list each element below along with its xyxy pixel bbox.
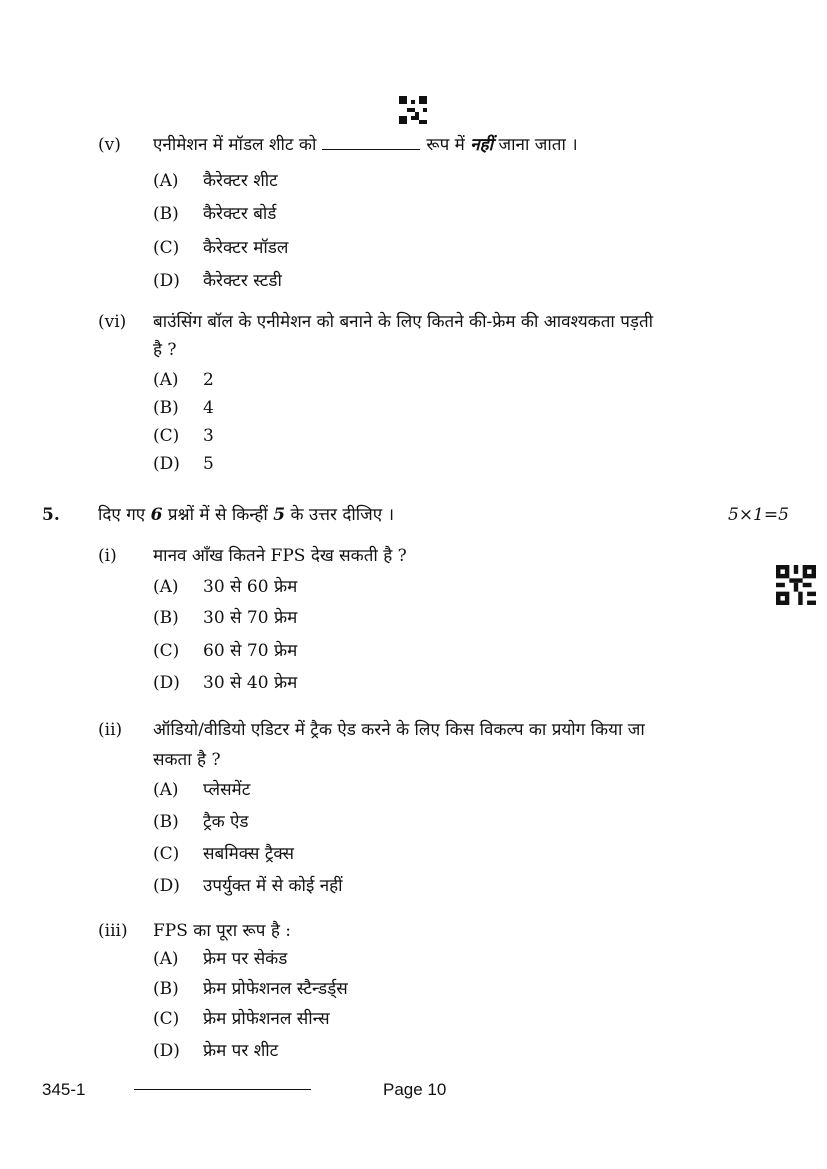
option-text: 4 <box>203 398 214 418</box>
question-vi-line1: बाउंसिंग बॉल के एनीमेशन को बनाने के लिए कितने की-फ्रेम की आवश्यकता पड़ती <box>153 312 654 332</box>
option-text: सबमिक्स ट्रैक्स <box>203 844 295 864</box>
option-text: 60 से 70 फ्रेम <box>203 641 298 661</box>
option-text: ट्रैक ऐड <box>203 812 249 832</box>
option-label: (A) <box>153 370 179 390</box>
section-5-marks: 5×1=5 <box>728 505 789 525</box>
footer-divider <box>134 1089 311 1090</box>
option-text: 3 <box>203 426 214 446</box>
qr-code-top <box>399 96 427 124</box>
question-v-text-after: रूप में <box>426 135 465 155</box>
option-text: 2 <box>203 370 214 390</box>
option-text: 30 से 40 फ्रेम <box>203 673 298 693</box>
option-text: फ्रेम प्रोफेशनल स्टैन्डर्ड्स <box>203 979 348 999</box>
section-5-number: 5. <box>42 505 60 525</box>
question-5iii-text: FPS का पूरा रूप है : <box>153 921 291 941</box>
question-v-label: (v) <box>98 135 121 155</box>
option-label: (D) <box>153 1041 180 1061</box>
question-vi-line2: है ? <box>153 340 177 360</box>
option-label: (C) <box>153 426 180 446</box>
qr-code-side <box>776 565 816 605</box>
instruction-part-b: प्रश्नों में से किन्हीं <box>167 505 268 525</box>
option-text: फ्रेम पर शीट <box>203 1041 279 1061</box>
option-label: (B) <box>153 204 179 224</box>
option-label: (A) <box>153 577 179 597</box>
option-text: 30 से 70 फ्रेम <box>203 608 298 628</box>
option-label: (B) <box>153 398 179 418</box>
question-vi-label: (vi) <box>98 312 127 332</box>
qr-code-icon <box>399 96 427 124</box>
question-v-text-before: एनीमेशन में मॉडल शीट को <box>153 135 317 155</box>
question-v-text <box>153 134 578 156</box>
option-text: फ्रेम प्रोफेशनल सीन्स <box>203 1009 330 1029</box>
question-5i-text: मानव आँख कितने FPS देख सकती है ? <box>153 546 407 566</box>
option-label: (B) <box>153 608 179 628</box>
option-label: (A) <box>153 949 179 969</box>
option-text: कैरेक्टर बोर्ड <box>203 204 277 224</box>
option-label: (A) <box>153 780 179 800</box>
question-5i-label: (i) <box>98 546 117 566</box>
option-text: प्लेसमेंट <box>203 780 251 800</box>
option-label: (C) <box>153 844 180 864</box>
instruction-count-total: 6 <box>150 505 163 525</box>
option-label: (D) <box>153 454 180 474</box>
option-label: (D) <box>153 876 180 896</box>
option-text: कैरेक्टर शीट <box>203 171 278 191</box>
option-label: (C) <box>153 238 180 258</box>
option-label: (D) <box>153 271 180 291</box>
option-label: (A) <box>153 171 179 191</box>
option-label: (D) <box>153 673 180 693</box>
option-label: (B) <box>153 812 179 832</box>
page-number: Page 10 <box>383 1080 447 1099</box>
instruction-part-c: के उत्तर दीजिए । <box>290 505 395 525</box>
paper-code: 345-1 <box>42 1080 86 1099</box>
question-5ii-line1: ऑडियो/वीडियो एडिटर में ट्रैक ऐड करने के लिए किस विकल्प का प्रयोग किया जा <box>153 720 645 740</box>
option-text: कैरेक्टर मॉडल <box>203 238 289 258</box>
option-label: (C) <box>153 641 180 661</box>
qr-code-icon <box>776 565 816 605</box>
option-text: 5 <box>203 454 214 474</box>
section-5-instruction <box>98 504 394 526</box>
question-v-text-end: जाना जाता । <box>498 135 578 155</box>
question-v-emphasis: नहीं <box>470 135 494 155</box>
instruction-part-a: दिए गए <box>98 505 146 525</box>
question-5ii-line2: सकता है ? <box>153 750 221 770</box>
option-text: 30 से 60 फ्रेम <box>203 577 298 597</box>
answer-blank <box>322 135 420 150</box>
option-label: (B) <box>153 979 179 999</box>
question-5iii-label: (iii) <box>98 921 128 941</box>
option-label: (C) <box>153 1009 180 1029</box>
question-5ii-label: (ii) <box>98 720 123 740</box>
option-text: फ्रेम पर सेकंड <box>203 949 288 969</box>
option-text: उपर्युक्त में से कोई नहीं <box>203 876 343 896</box>
option-text: कैरेक्टर स्टडी <box>203 271 282 291</box>
instruction-count-answer: 5 <box>273 505 286 525</box>
